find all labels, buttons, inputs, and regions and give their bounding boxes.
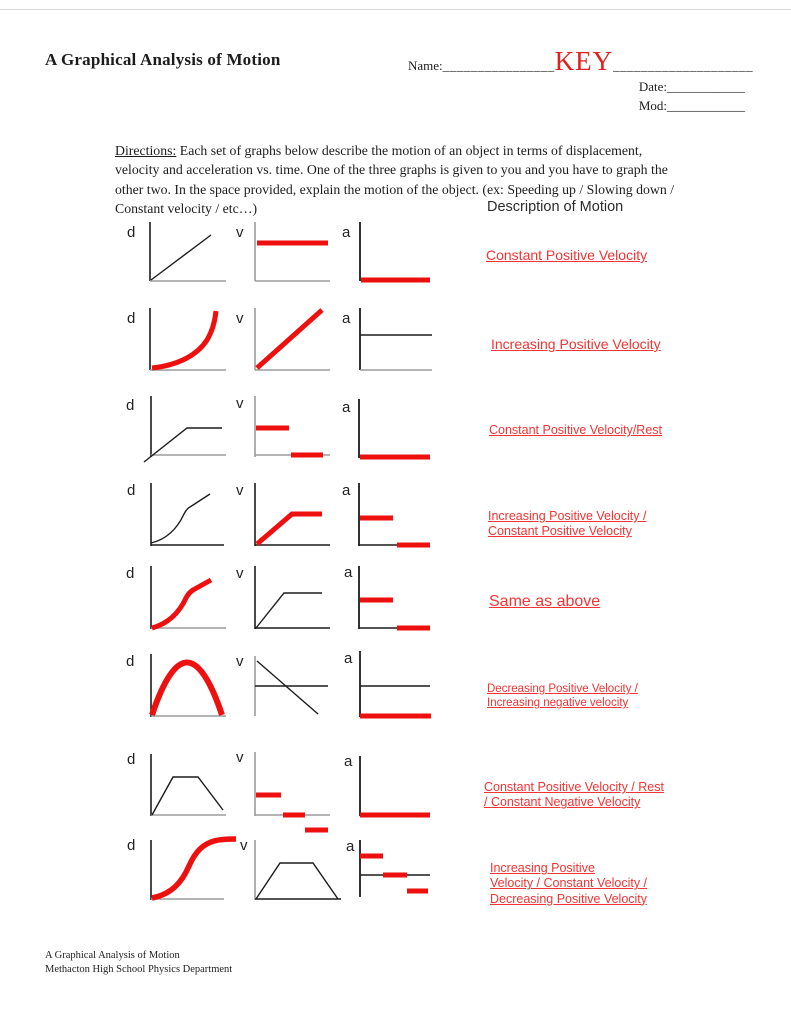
description-row-2 xyxy=(491,336,661,353)
answer-curve xyxy=(152,311,216,368)
page-title: A Graphical Analysis of Motion xyxy=(45,50,281,69)
description-line: Increasing Positive xyxy=(490,861,595,875)
axis-label-d: d xyxy=(126,653,135,670)
mod-line: Mod:____________ xyxy=(638,98,745,113)
graph-row-1 xyxy=(127,222,430,281)
axis-label-v: v xyxy=(236,395,244,412)
axis-label-v: v xyxy=(236,565,244,582)
axis-label-a: a xyxy=(342,399,351,416)
axis-label-v: v xyxy=(240,837,248,854)
axis-label-v: v xyxy=(236,482,244,499)
axis-label-d: d xyxy=(127,224,136,241)
axis-label-a: a xyxy=(342,482,351,499)
description-line: Constant Positive Velocity xyxy=(486,247,648,263)
name-blank-pre: ________________ xyxy=(442,58,555,73)
graph-line xyxy=(151,494,210,543)
graph-line xyxy=(144,428,222,462)
answer-curve xyxy=(152,663,222,716)
answer-curve xyxy=(152,839,236,898)
description-row-4 xyxy=(488,509,646,540)
description-line: Decreasing Positive Velocity xyxy=(490,891,648,906)
directions-text: Each set of graphs below describe the motion of an object in terms of displacement, velocity and acceleration vs. time. One of the three graphs is given to you and you have to graph the other two. In the space provided, explain the motion of the object. (ex: Speeding up / Slowing down / Constant velocity / etc…) xyxy=(115,142,675,217)
axis-label-v: v xyxy=(236,224,244,241)
axis-label-a: a xyxy=(342,224,351,241)
graph-row-7 xyxy=(127,749,430,830)
graph-line xyxy=(152,777,223,815)
name-blank-post: ____________________ xyxy=(613,58,754,73)
axis-label-d: d xyxy=(127,482,136,499)
answer-curve xyxy=(257,310,322,368)
graph-line xyxy=(256,863,338,899)
axis-label-d: d xyxy=(127,310,136,327)
graph-row-3 xyxy=(126,395,430,462)
description-line: Constant Positive Velocity xyxy=(488,524,632,539)
description-line: Increasing Positive Velocity xyxy=(491,336,661,352)
description-line: Increasing negative velocity xyxy=(487,697,629,710)
directions-label: Directions: xyxy=(115,142,177,158)
name-label: Name: xyxy=(408,58,443,73)
graph-line xyxy=(256,593,322,628)
graph-row-6 xyxy=(126,650,431,717)
description-column-heading: Description of Motion xyxy=(487,199,624,215)
description-row-7 xyxy=(484,780,664,811)
graph-row-2 xyxy=(127,308,432,370)
description-row-1 xyxy=(486,247,647,264)
answer-curve xyxy=(152,580,211,628)
graph-line xyxy=(257,661,318,714)
axis-label-a: a xyxy=(344,753,353,770)
answer-curve xyxy=(257,514,322,544)
key-answer: KEY xyxy=(554,46,614,76)
description-row-5 xyxy=(489,592,600,612)
graph-row-8 xyxy=(127,837,430,900)
axis-label-d: d xyxy=(127,837,136,854)
description-line: / Constant Negative Velocity xyxy=(484,795,641,810)
graph-row-4 xyxy=(127,482,430,546)
axis-label-d: d xyxy=(126,565,135,582)
description-row-3 xyxy=(489,423,662,438)
description-line: Increasing Positive Velocity / xyxy=(488,509,647,523)
axis-label-a: a xyxy=(342,310,351,327)
footer-title: A Graphical Analysis of Motion xyxy=(45,950,180,961)
axis-label-v: v xyxy=(236,653,244,670)
description-line: Velocity / Constant Velocity / xyxy=(490,876,648,891)
axis-label-v: v xyxy=(236,310,244,327)
description-line: Decreasing Positive Velocity / xyxy=(487,683,638,695)
axis-label-v: v xyxy=(236,749,244,766)
graph-row-5 xyxy=(126,564,430,629)
date-line: Date:____________ xyxy=(638,79,745,94)
description-row-8 xyxy=(490,861,647,907)
axis-label-d: d xyxy=(126,397,135,414)
description-row-6 xyxy=(487,682,638,710)
page-footer xyxy=(45,949,232,976)
description-line: Constant Positive Velocity / Rest xyxy=(484,780,664,794)
description-line: Same as above xyxy=(489,593,601,610)
axis-label-a: a xyxy=(346,838,355,855)
graph-line xyxy=(151,235,211,280)
footer-department: Methacton High School Physics Department xyxy=(45,963,233,975)
axis-label-a: a xyxy=(344,564,353,581)
axis-label-d: d xyxy=(127,751,136,768)
axis-label-a: a xyxy=(344,650,353,667)
description-line: Constant Positive Velocity/Rest xyxy=(489,423,662,437)
